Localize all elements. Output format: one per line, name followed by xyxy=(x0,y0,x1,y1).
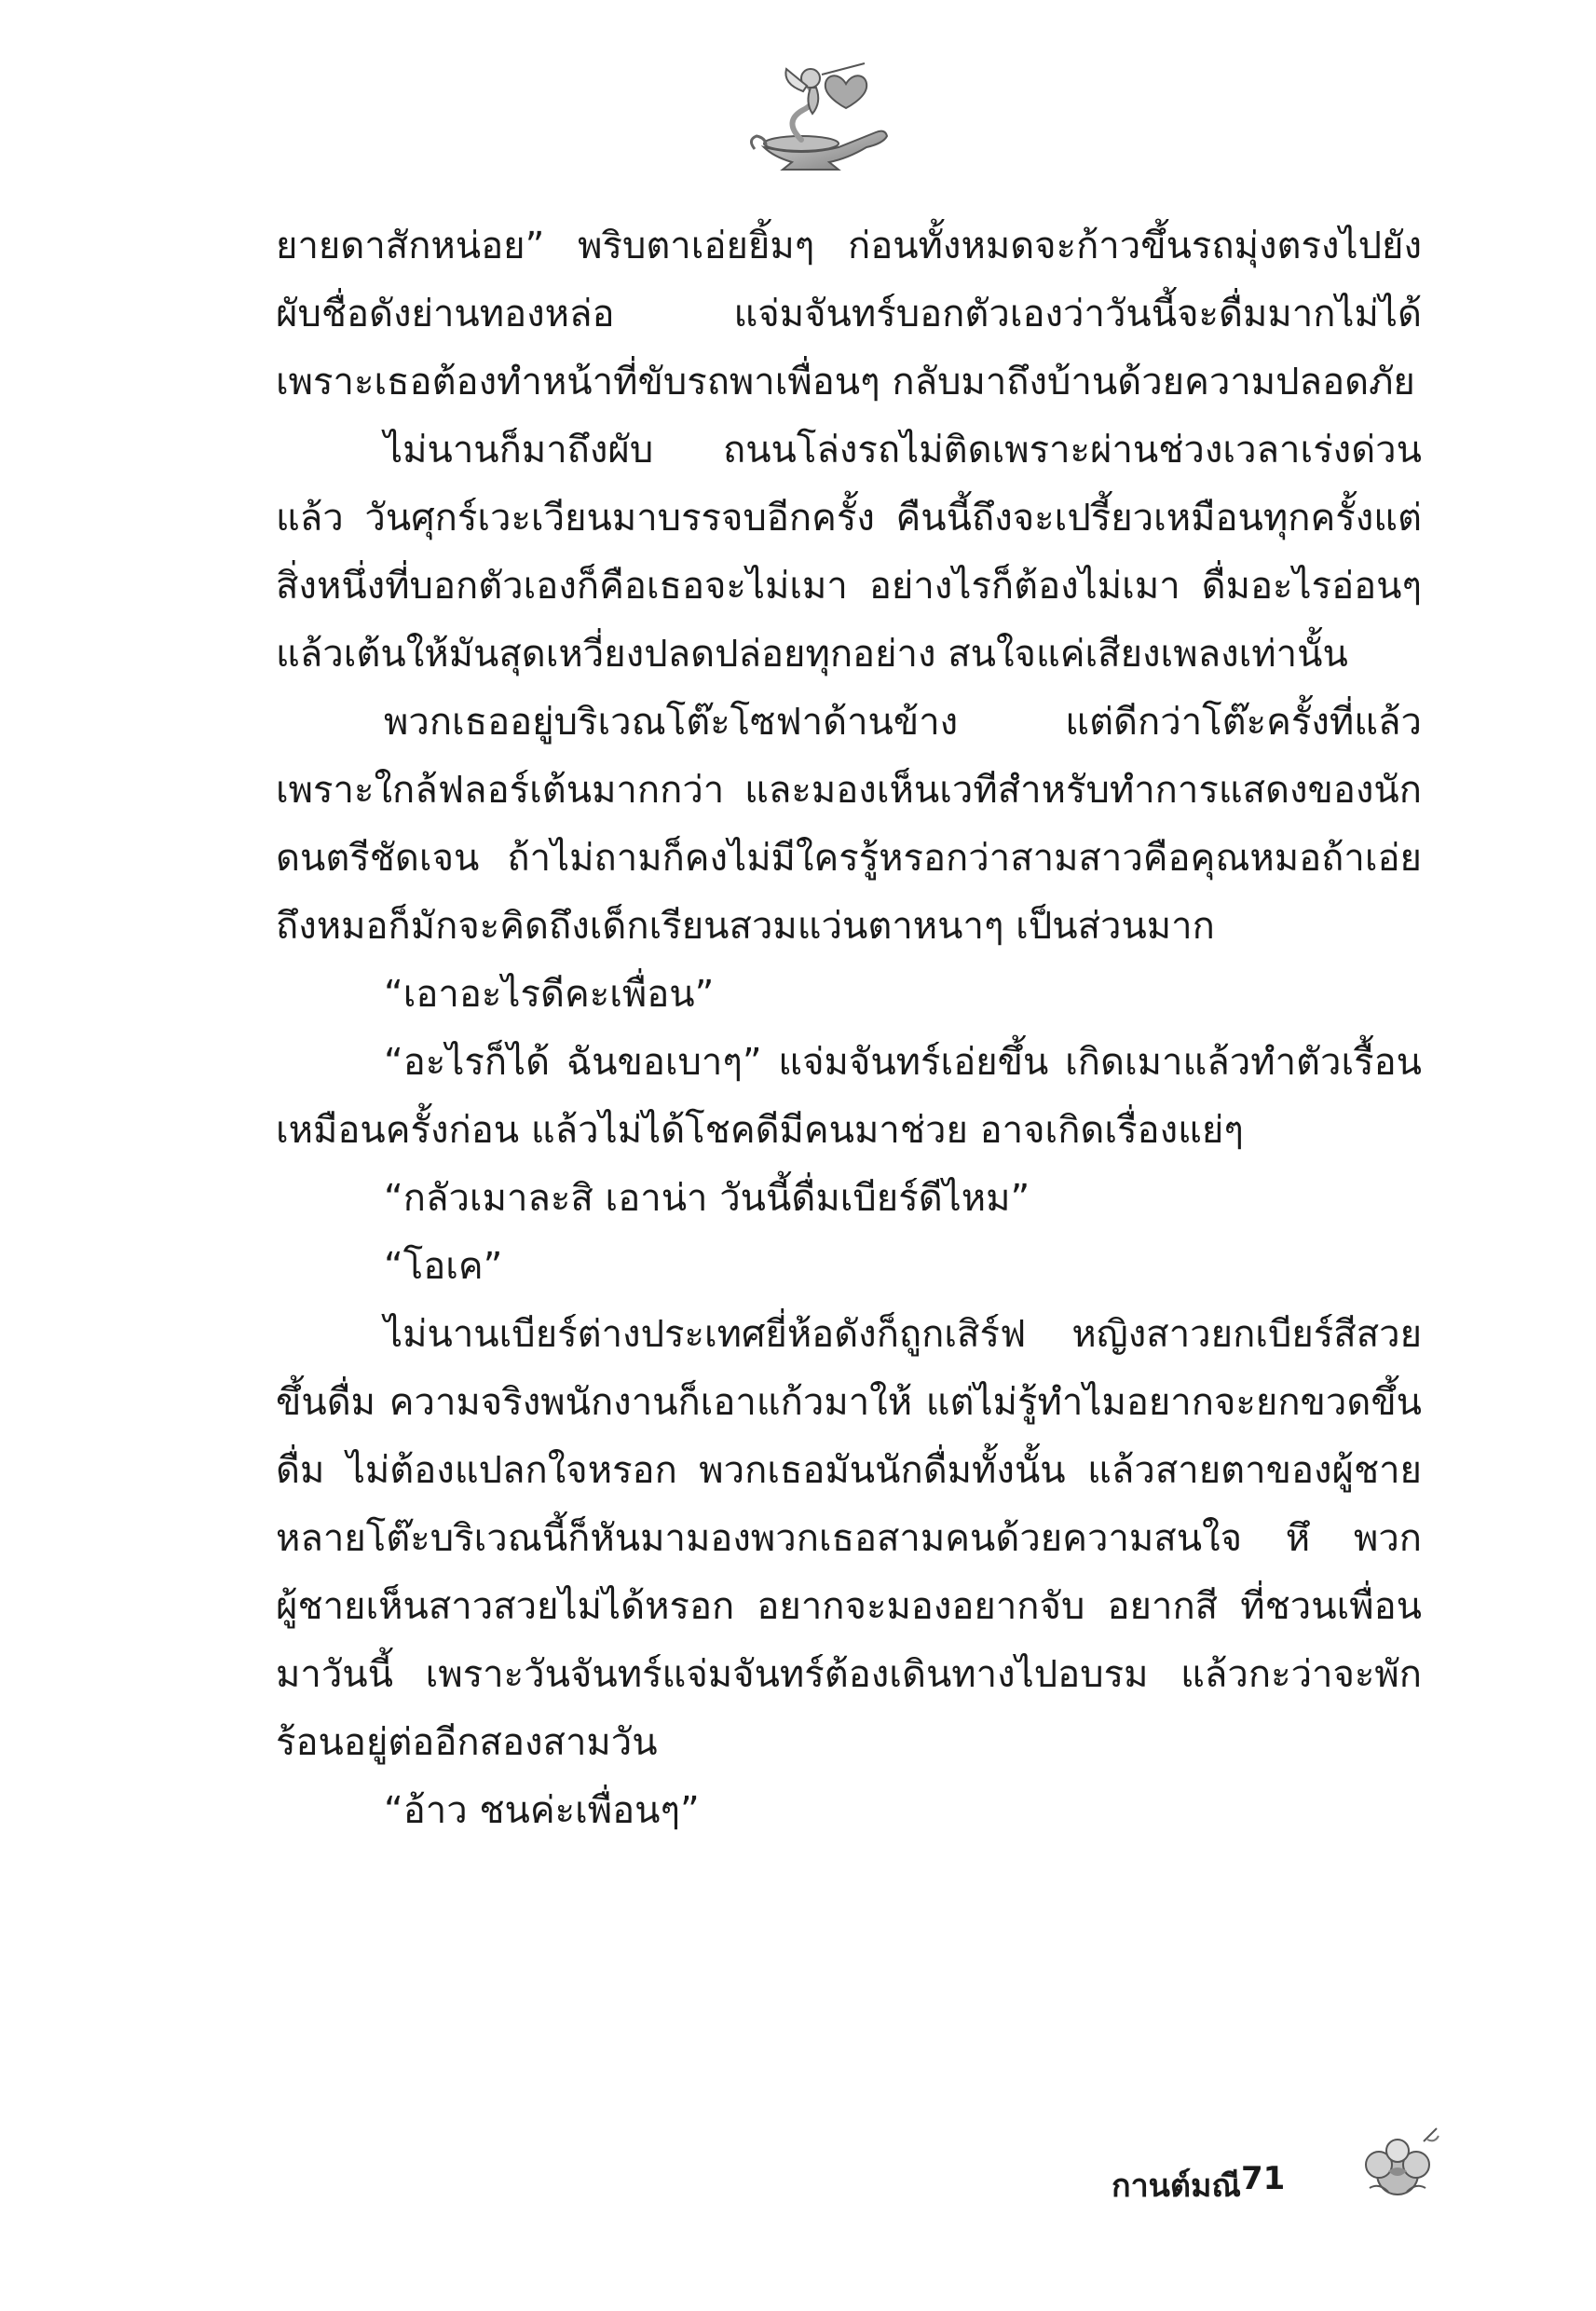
body-text xyxy=(276,212,1422,1845)
running-title: กานต์มณี xyxy=(1112,2167,1241,2205)
paragraph-5: “อะไรก็ได้ ฉันขอเบาๆ” แจ่มจันทร์เอ่ยขึ้น เกิดเมาแล้วทำตัวเรื้อนเหมือนครั้งก่อน แล้วไม่ได้โชคดีมีคนมาช่วย อาจเกิดเรื่องแย่ๆ xyxy=(276,1041,1422,1152)
flower-bouquet-ornament-icon xyxy=(1351,2123,1444,2216)
paragraph-9: “อ้าว ชนค่ะเพื่อนๆ” xyxy=(384,1789,700,1832)
paragraph-1: ยายดาสักหน่อย” พริบตาเอ่ยยิ้มๆ ก่อนทั้งหมดจะก้าวขึ้นรถมุ่งตรงไปยังผับชื่อดังย่านทองหล่อ แจ่มจันทร์บอกตัวเองว่าวันนี้จะดื่มมากไม่ได้ เพราะเธอต้องทำหน้าที่ขับรถพาเพื่อนๆ กลับมาถึงบ้านด้วยความปลอดภัย xyxy=(276,225,1422,403)
page-number: 71 xyxy=(1241,2160,1286,2197)
paragraph-8: ไม่นานเบียร์ต่างประเทศยี่ห้อดังก็ถูกเสิร์ฟ หญิงสาวยกเบียร์สีสวยขึ้นดื่ม ความจริงพนักงานก็เอาแก้วมาให้ แต่ไม่รู้ทำไมอยากจะยกขวดขึ้นดื่ม ไม่ต้องแปลกใจหรอก พวกเธอมันนักดื่มทั้งนั้น แล้วสายตาของผู้ชายหลายโต๊ะบริเวณนี้ก็หันมามองพวกเธอสามคนด้วยความสนใจ หึ พวกผู้ชายเห็นสาวสวยไม่ได้หรอก อยากจะมองอยากจับ อยากสี ที่ชวนเพื่อนมาวันนี้ เพราะวันจันทร์แจ่มจันทร์ต้องเดินทางไปอบรม แล้วกะว่าจะพักร้อนอยู่ต่ออีกสองสามวัน xyxy=(276,1313,1422,1764)
paragraph-7: “โอเค” xyxy=(384,1245,503,1288)
cupid-genie-lamp-ornament-icon xyxy=(745,47,904,177)
paragraph-3: พวกเธออยู่บริเวณโต๊ะโซฟาด้านข้าง แต่ดีกว่าโต๊ะครั้งที่แล้วเพราะใกล้ฟลอร์เต้นมากกว่า และมองเห็นเวทีสำหรับทำการแสดงของนักดนตรีชัดเจน ถ้าไม่ถามก็คงไม่มีใครรู้หรอกว่าสามสาวคือคุณหมอถ้าเอ่ยถึงหมอก็มักจะคิดถึงเด็กเรียนสวมแว่นตาหนาๆ เป็นส่วนมาก xyxy=(276,701,1422,948)
paragraph-2: ไม่นานก็มาถึงผับ ถนนโล่งรถไม่ติดเพราะผ่านช่วงเวลาเร่งด่วนแล้ว วันศุกร์เวะเวียนมาบรรจบอีกครั้ง คืนนี้ถึงจะเปรี้ยวเหมือนทุกครั้งแต่สิ่งหนึ่งที่บอกตัวเองก็คือเธอจะไม่เมา อย่างไรก็ต้องไม่เมา ดื่มอะไรอ่อนๆ แล้วเต้นให้มันสุดเหวี่ยงปลดปล่อยทุกอย่าง สนใจแค่เสียงเพลงเท่านั้น xyxy=(276,429,1422,676)
paragraph-6: “กลัวเมาละสิ เอาน่า วันนี้ดื่มเบียร์ดีไหม” xyxy=(384,1177,1030,1220)
paragraph-4: “เอาอะไรดีคะเพื่อน” xyxy=(384,973,715,1016)
